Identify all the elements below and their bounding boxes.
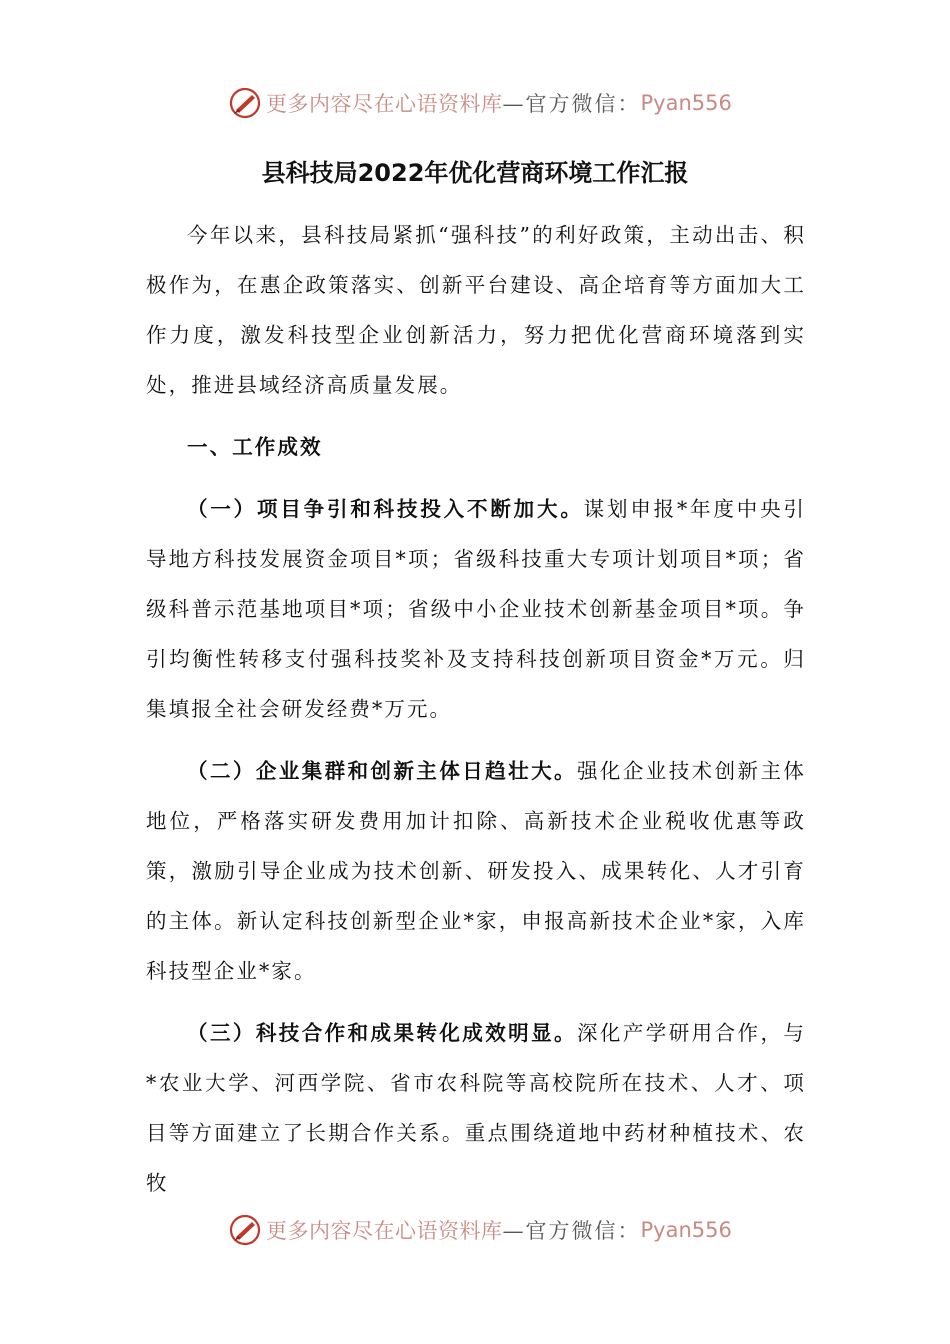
section-heading: 一、工作成效 <box>187 435 323 459</box>
section-paragraph-3 <box>146 1008 806 1208</box>
document-body <box>146 210 806 1208</box>
watermark-id-text: Pyan556 <box>640 91 732 115</box>
section-body-1: 谋划申报*年度中央引导地方科技发展资金项目*项；省级科技重大专项计划项目*项；省级科普示范基地项目*项；省级中小企业技术创新基金项目*项。争引均衡性转移支付强科技奖补及支持科技创新项目资金*万元。归集填报全社会研发经费*万元。 <box>146 497 806 721</box>
intro-paragraph: 今年以来，县科技局紧抓“强科技”的利好政策，主动出击、积极作为，在惠企政策落实、创新平台建设、高企培育等方面加大工作力度，激发科技型企业创新活力，努力把优化营商环境落到实处，推进县域经济高质量发展。 <box>146 223 806 397</box>
section-title-1: （一）项目争引和科技投入不断加大。 <box>187 497 584 521</box>
watermark-main-text: 更多内容尽在心语资料库 <box>266 92 503 116</box>
watermark-banner-bottom <box>228 1212 732 1248</box>
section-title-3: （三）科技合作和成果转化成效明显。 <box>187 1021 577 1045</box>
watermark-banner-top <box>228 85 732 121</box>
watermark-sub-text: —官方微信： <box>502 1219 641 1243</box>
section-title-2: （二）企业集群和创新主体日趋壮大。 <box>187 759 577 783</box>
pen-logo-icon <box>228 86 262 120</box>
section-body-2: 强化企业技术创新主体地位，严格落实研发费用加计扣除、高新技术企业税收优惠等政策，激励引导企业成为技术创新、研发投入、成果转化、人才引育的主体。新认定科技创新型企业*家，申报高新技术企业*家，入库科技型企业*家。 <box>146 759 806 983</box>
section-paragraph-2 <box>146 746 806 996</box>
pen-logo-icon <box>228 1213 262 1247</box>
watermark-sub-text: —官方微信： <box>502 92 641 116</box>
section-body-3: 深化产学研用合作，与*农业大学、河西学院、省市农科院等高校院所在技术、人才、项目等方面建立了长期合作关系。重点围绕道地中药材种植技术、农牧 <box>146 1021 806 1195</box>
section-paragraph-1 <box>146 484 806 734</box>
document-title: 县科技局2022年优化营商环境工作汇报 <box>261 159 689 187</box>
watermark-id-text: Pyan556 <box>640 1218 732 1242</box>
watermark-main-text: 更多内容尽在心语资料库 <box>266 1219 503 1243</box>
